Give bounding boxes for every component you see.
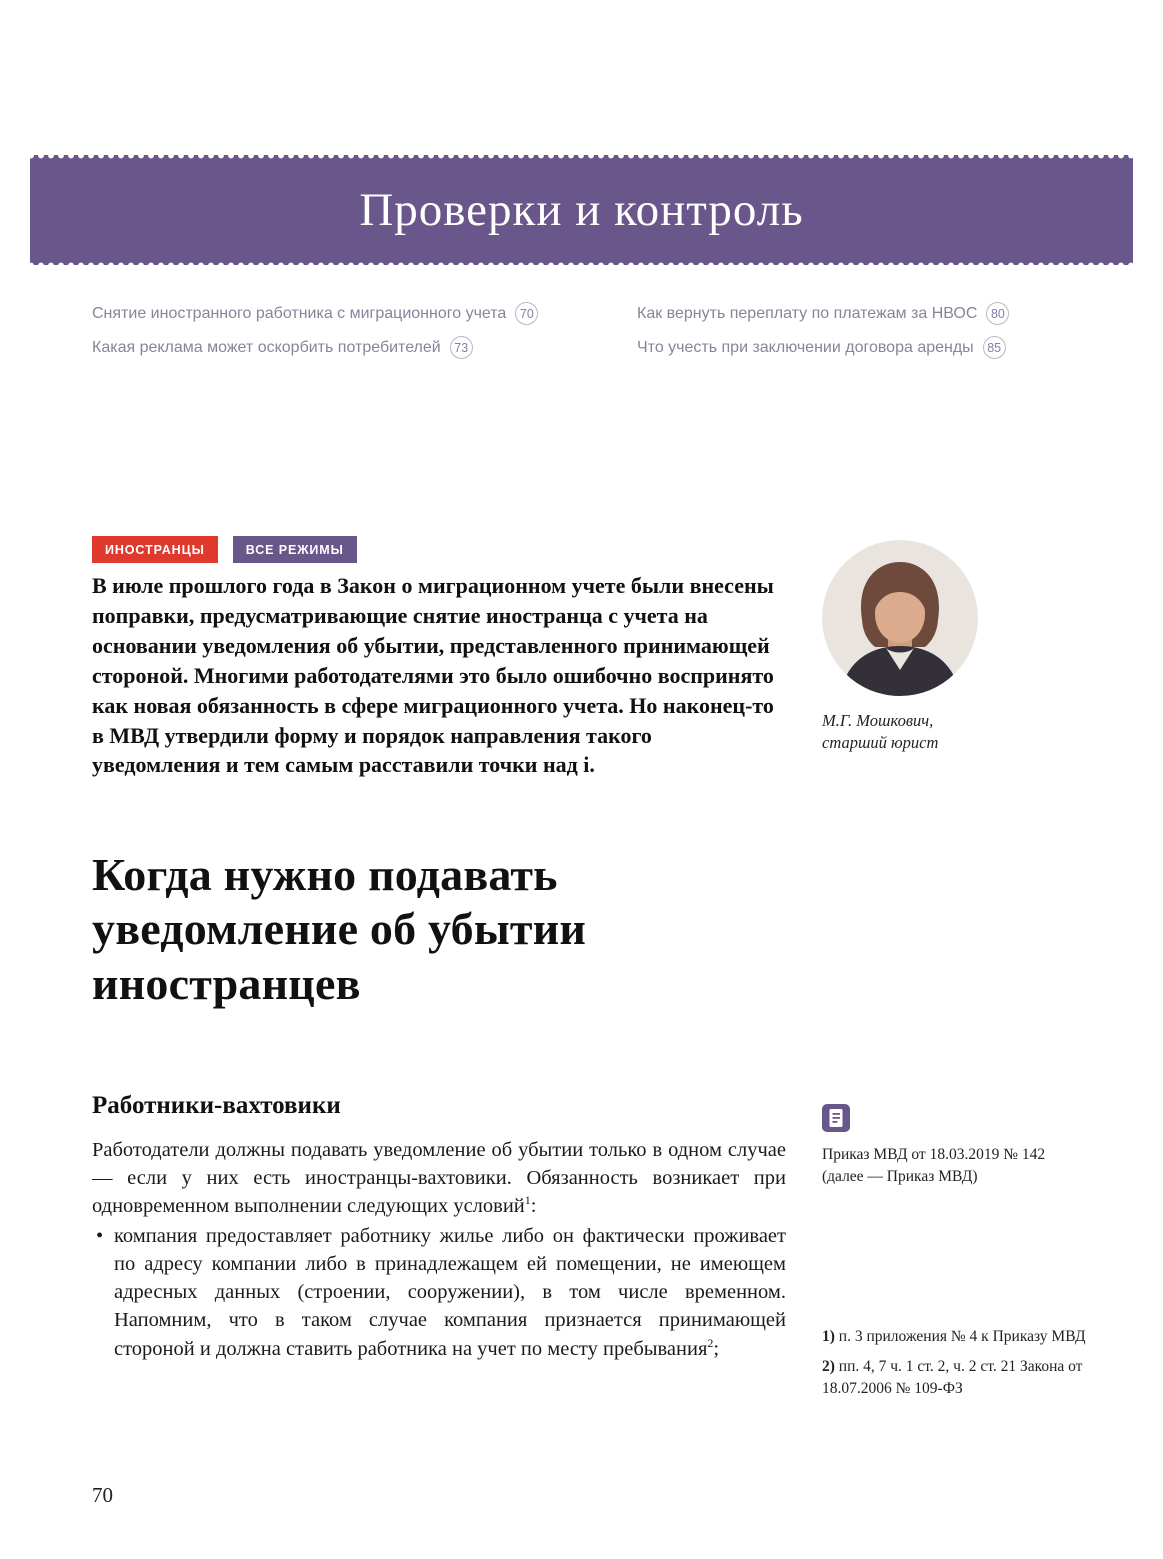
toc-item <box>92 302 612 325</box>
footnote <box>822 1356 1086 1399</box>
footnote-number: 2) <box>822 1358 835 1376</box>
author-name: М.Г. Мошкович, <box>822 711 934 730</box>
toc-page-badge: 73 <box>450 336 473 359</box>
tag-foreigners: ИНОСТРАНЦЫ <box>92 536 218 563</box>
toc-item-label: Какая реклама может оскорбить потребителей <box>92 338 441 356</box>
bullet-item-tail: ; <box>713 1337 720 1360</box>
toc-page-badge: 80 <box>986 302 1009 325</box>
body-paragraph-text: Работодатели должны подавать уведомление об убытии только в одном случае — если у них есть иностранцы-вахтовики. Обязанность возникает при одновременном выполнении следующих условий <box>92 1139 786 1218</box>
section-banner-title: Проверки и контроль <box>359 184 804 236</box>
footnote-number: 1) <box>822 1328 835 1345</box>
article-tags <box>92 536 357 563</box>
toc-item <box>637 302 1107 325</box>
toc-left-column <box>92 302 612 359</box>
document-icon <box>822 1104 850 1132</box>
article-body <box>92 1136 786 1363</box>
section-banner <box>30 155 1133 265</box>
toc-item <box>637 336 1107 359</box>
body-paragraph <box>92 1136 786 1220</box>
section-heading: Работники-вахтовики <box>92 1092 341 1119</box>
author-title: старший юрист <box>822 733 939 753</box>
toc-item <box>92 336 612 359</box>
toc-page-badge: 85 <box>983 336 1006 359</box>
footnote-text: пп. 4, 7 ч. 1 ст. 2, ч. 2 ст. 21 Закона от 18.07.2006 № 109-ФЗ <box>822 1358 1083 1397</box>
footnote <box>822 1326 1086 1347</box>
page-number: 70 <box>92 1483 113 1507</box>
toc-item-label: Что учесть при заключении договора аренды <box>637 338 974 356</box>
toc-item-label: Как вернуть переплату по платежам за НВОС <box>637 304 978 322</box>
toc-right-column <box>637 302 1107 359</box>
footnote-ref-2: 2 <box>707 1335 714 1350</box>
tag-all-regimes: ВСЕ РЕЖИМЫ <box>233 536 357 563</box>
bullet-item-text: компания предоставляет работнику жилье либо он фактически проживает по адресу компании либо в принадлежащем ей помещении, не имеющем адресных данных (строении, сооружении), в том числе временном. Напомним, что в таком случае компания признается принимающей стороной и должна ставить работника на учет по месту пребывания <box>114 1225 786 1360</box>
article-headline: Когда нужно подавать уведомление об убытии иностранцев <box>92 849 587 1009</box>
author-caption <box>822 710 1072 755</box>
margin-note: Приказ МВД от 18.03.2019 № 142 (далее — Приказ МВД) <box>822 1146 1046 1185</box>
footnote-ref-1: 1 <box>524 1193 531 1208</box>
footnote-text: п. 3 приложения № 4 к Приказу МВД <box>838 1328 1086 1345</box>
toc-page-badge: 70 <box>515 302 538 325</box>
body-paragraph-tail: : <box>530 1195 537 1218</box>
bullet-item <box>92 1222 786 1362</box>
author-photo-illustration <box>822 540 978 696</box>
footnotes <box>822 1326 1086 1408</box>
toc-item-label: Снятие иностранного работника с миграционного учета <box>92 304 507 322</box>
lead-paragraph: В июле прошлого года в Закон о миграционном учете были внесены поправки, предусматривающие снятие иностранца с учета на основании уведомления об убытии, представленного принимающей стороной. Многими работодателями это было ошибочно воспринято как новая обязанность в сфере миграционного учета. Но наконец-то в МВД утвердили форму и порядок направления такого уведомления и тем самым расставили точки над i. <box>92 573 774 778</box>
author-photo <box>822 540 978 696</box>
